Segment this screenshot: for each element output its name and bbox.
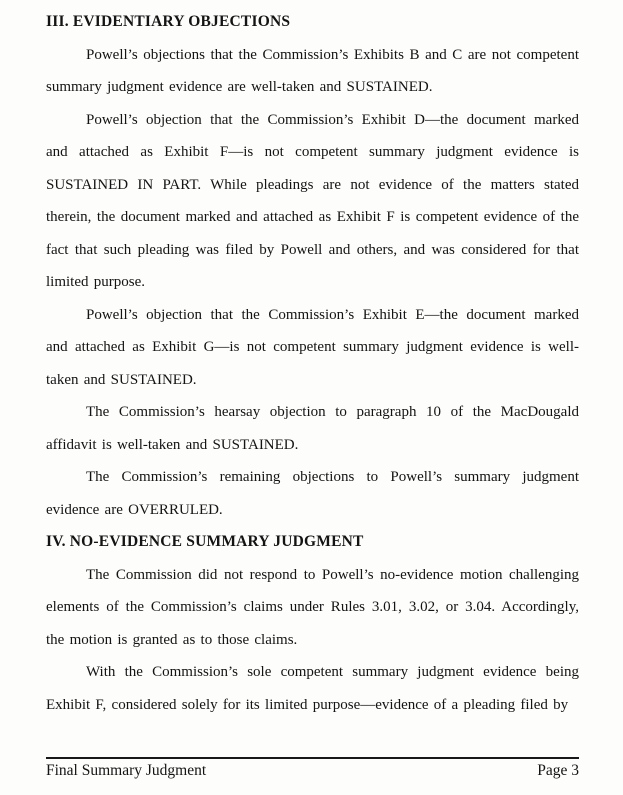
footer-page-number: Page 3 bbox=[537, 762, 579, 779]
paragraph: With the Commission’s sole competent summary judgment evidence being Exhibit F, considered solely for its limited purpose—evidence of a pleading filed by bbox=[46, 664, 579, 713]
paragraph: The Commission did not respond to Powell’s no-evidence motion challenging elements of the Commission’s claims under Rules 3.01, 3.02, or 3.04. Accordingly, the motion is granted as to those claims. bbox=[46, 566, 579, 648]
paragraph: The Commission’s remaining objections to Powell’s summary judgment evidence are OVERRULED. bbox=[46, 469, 579, 518]
paragraph: Powell’s objection that the Commission’s Exhibit D—the document marked and attached as Exhibit F—is not competent summary judgment evidence is SUSTAINED IN PART. While pleadings are not evidence of the matters stated therein, the document marked and attached as Exhibit F is competent evidence of the fact that such pleading was filed by Powell and others, and was considered for that limited purpose. bbox=[46, 111, 579, 290]
footer-document-title: Final Summary Judgment bbox=[46, 762, 207, 779]
document-body bbox=[46, 6, 579, 721]
footer-rule bbox=[46, 757, 579, 759]
section-heading-evidentiary-objections: III. EVIDENTIARY OBJECTIONS bbox=[46, 13, 291, 30]
paragraph: Powell’s objection that the Commission’s Exhibit E—the document marked and attached as Exhibit G—is not competent summary judgment evidence is well-taken and SUSTAINED. bbox=[46, 306, 579, 388]
page-footer bbox=[46, 757, 579, 782]
paragraph: The Commission’s hearsay objection to paragraph 10 of the MacDougald affidavit is well-taken and SUSTAINED. bbox=[46, 404, 579, 453]
paragraph: Powell’s objections that the Commission’s Exhibits B and C are not competent summary judgment evidence are well-taken and SUSTAINED. bbox=[46, 46, 579, 95]
section-heading-no-evidence-summary-judgment: IV. NO-EVIDENCE SUMMARY JUDGMENT bbox=[46, 533, 364, 550]
